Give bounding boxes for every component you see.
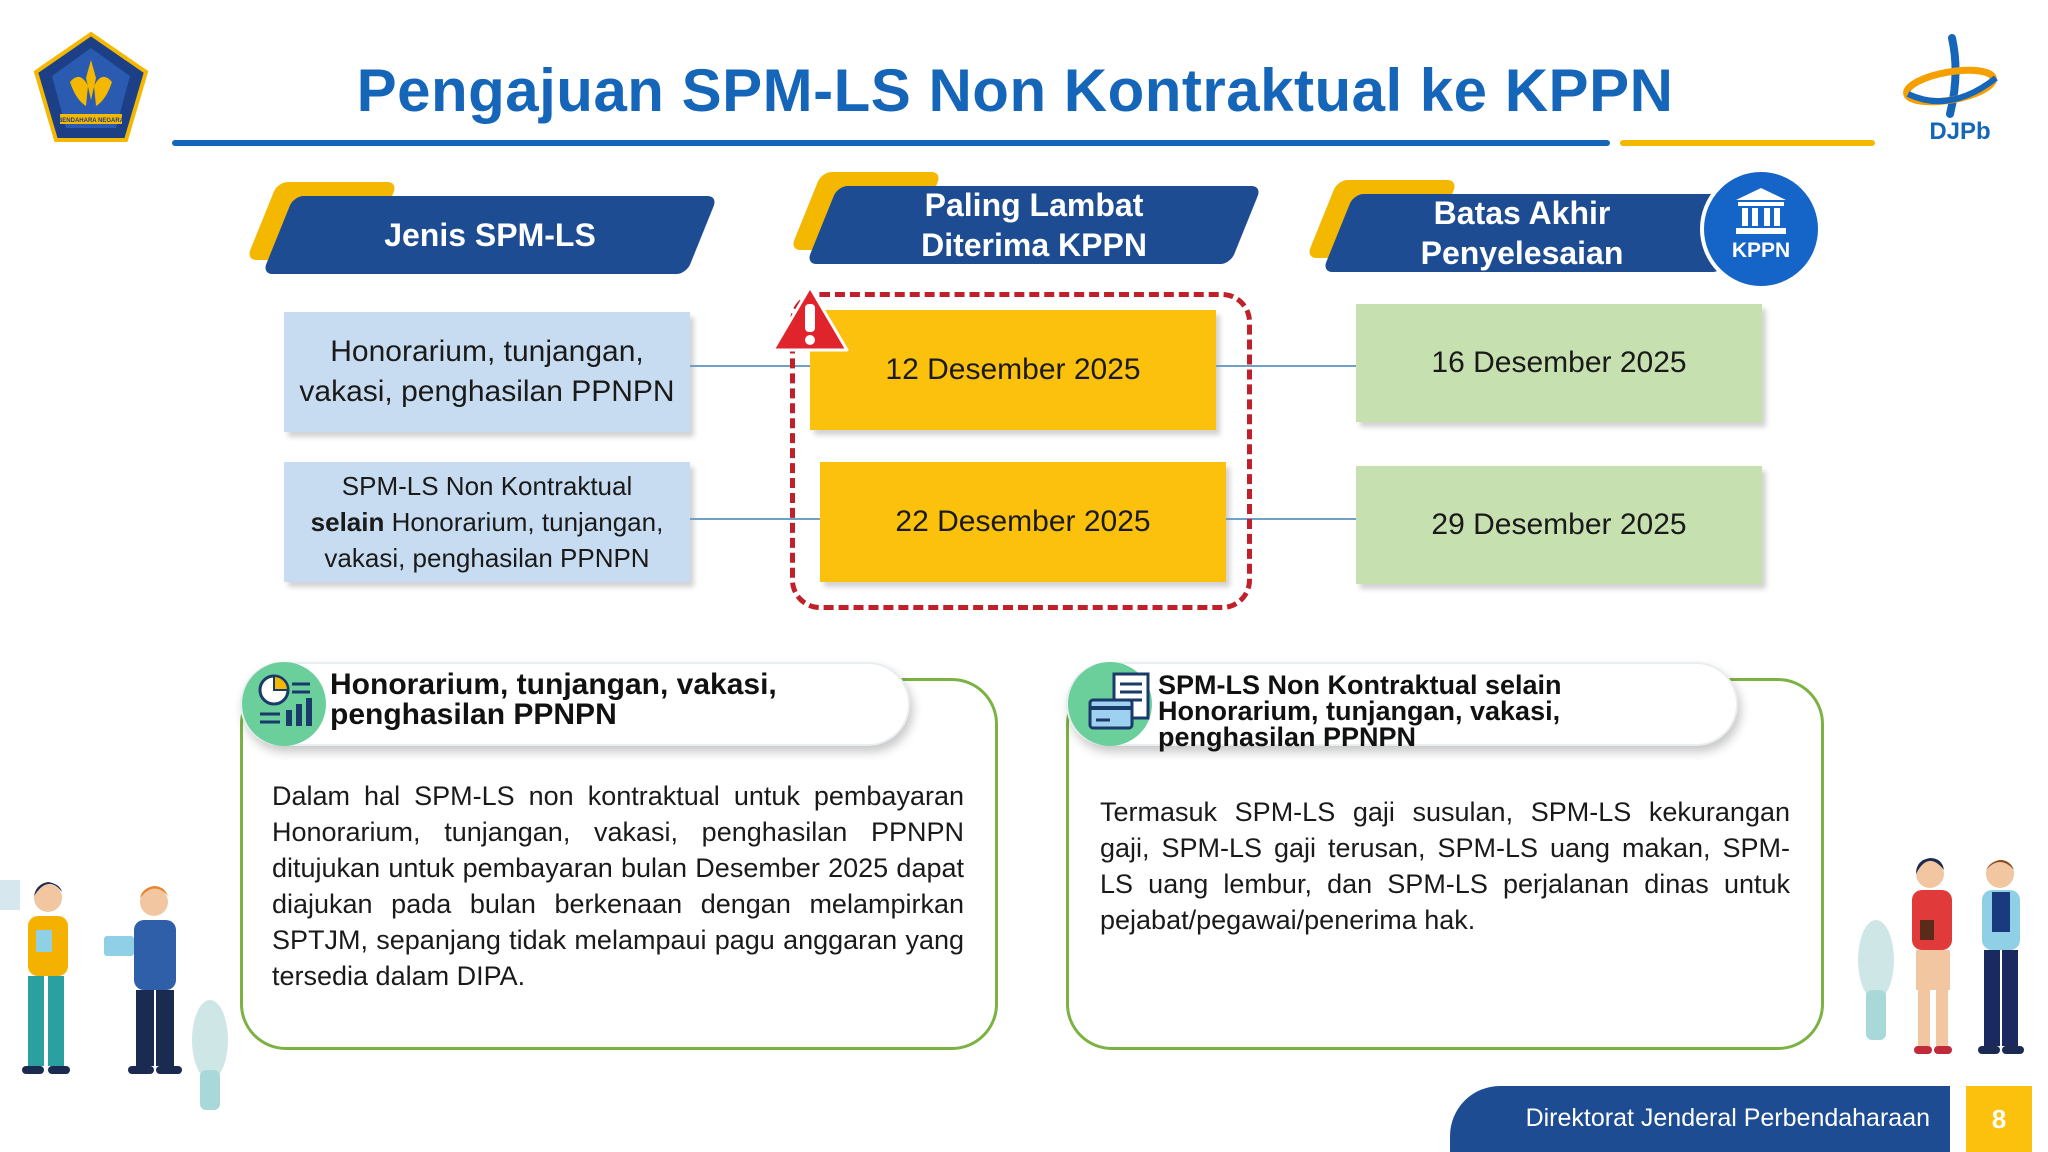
title-rule-yellow: [1620, 140, 1875, 146]
row2-jenis-line1: SPM-LS Non Kontraktual: [341, 471, 633, 501]
warning-icon: [770, 284, 850, 354]
title-rule-blue: [172, 140, 1610, 146]
column-header-label: Paling Lambat Diterima KPPN: [921, 187, 1147, 263]
card-selain-title: SPM-LS Non Kontraktual selain Honorarium, tunjangan, vakasi, penghasilan PPNPN: [1158, 670, 1562, 752]
kppn-badge-label: KPPN: [1731, 239, 1791, 262]
djpb-logo-text: DJPb: [1929, 118, 1991, 145]
column-header-batas-akhir: [1312, 180, 1762, 276]
people-illustration-left: [0, 840, 250, 1120]
row2-jenis-line3: vakasi, penghasilan PPNPN: [324, 543, 650, 573]
card-honorarium-body: Dalam hal SPM-LS non kontraktual untuk pembayaran Honorarium, tunjangan, vakasi, penghasilan PPNPN ditujukan untuk pembayaran bulan Desember 2025 dapat diajukan pada bulan berkenaan dengan melampirkan SPTJM, sepanjang tidak melampaui pagu anggaran yang tersedia dalam DIPA.: [272, 781, 964, 991]
row2-jenis-line2-text: Honorarium, tunjangan,: [391, 507, 664, 537]
column-header-label: Jenis SPM-LS: [384, 217, 596, 253]
row1-jenis-box: [284, 312, 690, 432]
row1-batas-akhir-date: 16 Desember 2025: [1431, 346, 1687, 379]
row2-jenis-box: [284, 462, 690, 582]
chart-report-icon: [256, 670, 314, 730]
deadline-highlight-frame: [790, 292, 1252, 610]
card-honorarium-title: Honorarium, tunjangan, vakasi, penghasilan PPNPN: [330, 668, 777, 731]
card-selain-body: Termasuk SPM-LS gaji susulan, SPM-LS kekurangan gaji, SPM-LS gaji terusan, SPM-LS uang makan, SPM-LS uang lembur, dan SPM-LS perjalanan dinas untuk pejabat/pegawai/penerima hak.: [1100, 797, 1790, 935]
footer-organization: Direktorat Jenderal Perbendaharaan: [1525, 1104, 1930, 1132]
row2-batas-akhir-date: 29 Desember 2025: [1431, 508, 1687, 541]
column-header-label: Batas Akhir Penyelesaian: [1420, 195, 1624, 271]
column-header-jenis: [252, 182, 702, 278]
page-number: [1966, 1086, 2032, 1152]
row1-batas-akhir-box: [1356, 304, 1762, 422]
row2-jenis-line2: [311, 504, 664, 540]
row1-jenis-text: Honorarium, tunjangan, vakasi, penghasilan PPNPN: [299, 335, 675, 408]
bank-building-icon: [1734, 186, 1788, 236]
page-number-text: 8: [1991, 1103, 2007, 1134]
row2-jenis-bold: selain: [310, 507, 385, 537]
kemenkeu-logo: [30, 30, 152, 146]
row1-paling-lambat-date: 12 Desember 2025: [885, 353, 1141, 386]
page-title: Pengajuan SPM-LS Non Kontraktual ke KPPN: [356, 57, 1674, 124]
row2-batas-akhir-box: [1356, 466, 1762, 584]
payment-document-icon: [1088, 670, 1152, 734]
column-header-paling-lambat: [796, 172, 1246, 268]
people-illustration-right: [1850, 840, 2048, 1070]
kemenkeu-logo-label: BENDAHARA NEGARA: [57, 118, 125, 124]
row2-paling-lambat-date: 22 Desember 2025: [895, 505, 1151, 538]
